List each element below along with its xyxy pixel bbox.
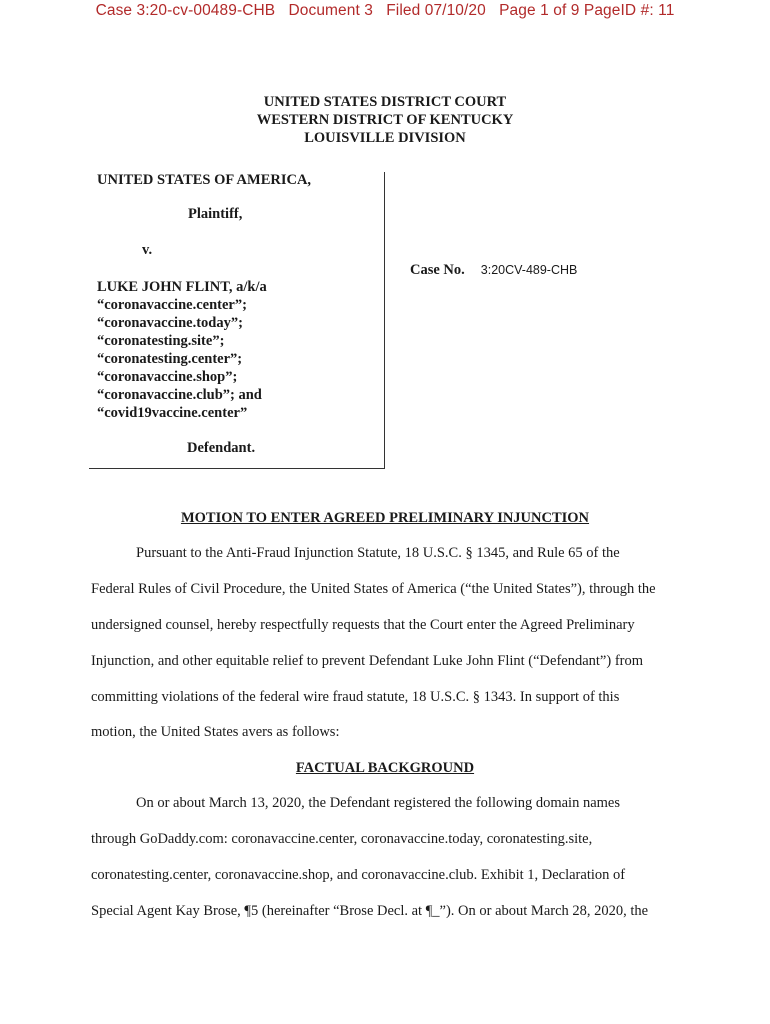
- defendant-line: “coronavaccine.today”;: [97, 315, 243, 331]
- plaintiff-name: UNITED STATES OF AMERICA,: [97, 172, 312, 188]
- paragraph-line: Special Agent Kay Brose, ¶5 (hereinafter “Brose Decl. at ¶_”). On or about March 28, 2020, the: [91, 903, 649, 919]
- ecf-header-stamp: Case 3:20-cv-00489-CHB Document 3 Filed 07/10/20 Page 1 of 9 PageID #: 11: [95, 2, 675, 19]
- paragraph-line: motion, the United States avers as follows:: [91, 724, 340, 740]
- motion-title: MOTION TO ENTER AGREED PRELIMINARY INJUNCTION: [180, 510, 590, 526]
- defendant-role: Defendant.: [187, 440, 256, 456]
- paragraph-line: coronatesting.center, coronavaccine.shop, and coronavaccine.club. Exhibit 1, Declaration of: [91, 867, 626, 883]
- defendant-line: “coronavaccine.shop”;: [97, 369, 238, 385]
- defendant-line: LUKE JOHN FLINT, a/k/a: [97, 279, 267, 295]
- case-number-value: 3:20CV-489-CHB: [480, 263, 578, 277]
- plaintiff-role: Plaintiff,: [188, 206, 243, 222]
- defendant-line: “covid19vaccine.center”: [97, 405, 248, 421]
- paragraph-line: Injunction, and other equitable relief to prevent Defendant Luke John Flint (“Defendant”) from: [91, 653, 644, 669]
- defendant-line: “coronatesting.center”;: [97, 351, 243, 367]
- court-district: WESTERN DISTRICT OF KENTUCKY: [256, 112, 514, 128]
- defendant-line: “coronatesting.site”;: [97, 333, 225, 349]
- factual-background-title: FACTUAL BACKGROUND: [295, 760, 475, 776]
- court-division: LOUISVILLE DIVISION: [304, 130, 466, 146]
- defendant-names: [97, 278, 267, 422]
- paragraph-line: through GoDaddy.com: coronavaccine.center, coronavaccine.today, coronatesting.site,: [91, 831, 593, 847]
- paragraph-line: Federal Rules of Civil Procedure, the United States of America (“the United States”), through the: [91, 581, 656, 597]
- paragraph-line: Pursuant to the Anti-Fraud Injunction Statute, 18 U.S.C. § 1345, and Rule 65 of the: [136, 545, 620, 561]
- case-number-label: Case No.: [410, 262, 465, 278]
- defendant-line: “coronavaccine.club”; and: [97, 387, 262, 403]
- defendant-line: “coronavaccine.center”;: [97, 297, 247, 313]
- paragraph-line: committing violations of the federal wire fraud statute, 18 U.S.C. § 1343. In support of this: [91, 689, 620, 705]
- court-name: UNITED STATES DISTRICT COURT: [263, 94, 507, 110]
- paragraph-line: undersigned counsel, hereby respectfully requests that the Court enter the Agreed Preliminary: [91, 617, 635, 633]
- versus: v.: [142, 242, 153, 258]
- case-caption: [89, 172, 385, 469]
- paragraph-line: On or about March 13, 2020, the Defendant registered the following domain names: [136, 795, 621, 811]
- court-heading: [0, 93, 770, 147]
- case-number: [410, 261, 577, 279]
